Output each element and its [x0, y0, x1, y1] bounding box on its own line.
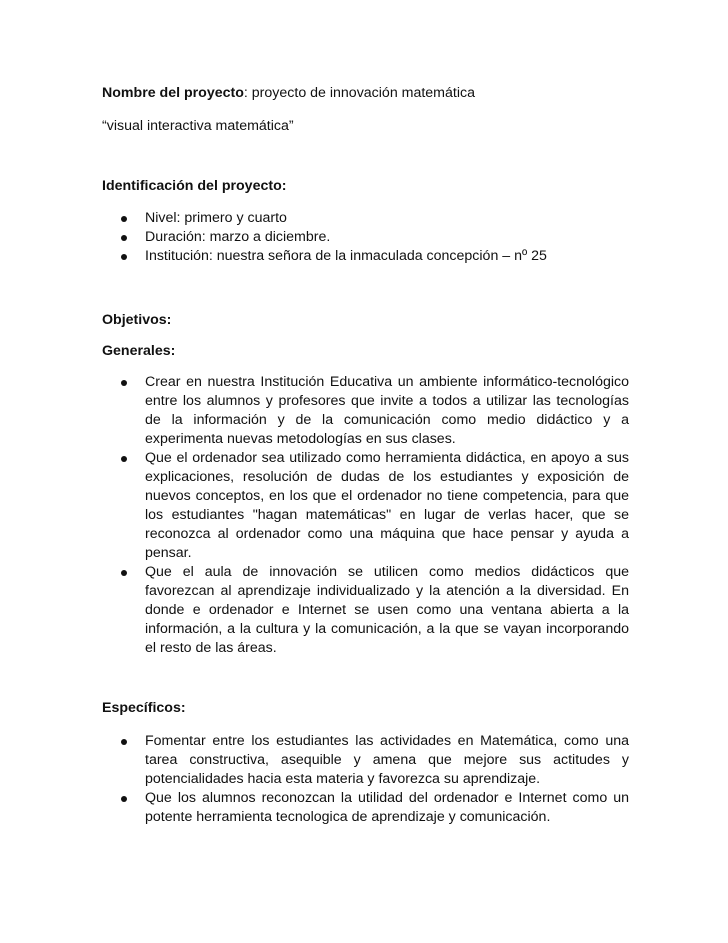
bullet-icon — [121, 796, 127, 802]
list-item-text: Crear en nuestra Institución Educativa un ambiente informático-tecnológico entre los alumnos y profesores que invite a todos a utilizar las tecnologías de la información y de la comunicación como medio didáctico y a experimenta nuevas metodologías en sus clases. — [145, 374, 629, 447]
list-item-text: Institución: nuestra señora de la inmaculada concepción – nº 25 — [145, 248, 547, 264]
list-item-text: Fomentar entre los estudiantes las actividades en Matemática, como una tarea constructiva, asequible y amena que mejore sus actitudes y potencialidades hacia esta materia y favorezca su aprendizaje. — [145, 733, 629, 787]
specific-objectives-list — [102, 732, 629, 827]
project-name-value: : proyecto de innovación matemática — [243, 85, 475, 101]
bullet-icon — [121, 216, 127, 222]
list-item — [102, 228, 629, 247]
bullet-icon — [121, 235, 127, 241]
general-objectives-list — [102, 373, 629, 658]
list-item — [102, 732, 629, 789]
project-subtitle: “visual interactiva matemática” — [102, 118, 294, 134]
list-item-text: Duración: marzo a diciembre. — [145, 229, 331, 245]
bullet-icon — [121, 456, 127, 462]
bullet-icon — [121, 380, 127, 386]
list-item — [102, 209, 629, 228]
list-item — [102, 789, 629, 827]
list-item — [102, 373, 629, 449]
objectives-heading: Objetivos: — [102, 312, 172, 328]
identification-heading: Identificación del proyecto: — [102, 178, 287, 194]
identification-list — [102, 209, 629, 266]
list-item-text: Nivel: primero y cuarto — [145, 210, 287, 226]
list-item — [102, 563, 629, 658]
list-item-text: Que el aula de innovación se utilicen como medios didácticos que favorezcan al aprendizaje individualizado y la atención a la diversidad. En donde e ordenador e Internet se usen como una ventana abierta a la información, a la cultura y la comunicación, a la que se vayan incorporando el resto de las áreas. — [145, 564, 629, 656]
list-item — [102, 247, 629, 266]
project-name-line — [102, 84, 629, 103]
list-item-text: Que el ordenador sea utilizado como herramienta didáctica, en apoyo a sus explicaciones, resolución de dudas de los estudiantes y exposición de nuevos conceptos, en los que el ordenador no tiene competencia, para que los estudiantes "hagan matemáticas" en lugar de verlas hacer, que se reconozca al ordenador como una máquina que hace pensar y ayuda a pensar. — [145, 450, 629, 561]
list-item-text: Que los alumnos reconozcan la utilidad del ordenador e Internet como un potente herramienta tecnologica de aprendizaje y comunicación. — [145, 790, 629, 825]
project-name-label: Nombre del proyecto — [102, 85, 244, 101]
list-item — [102, 449, 629, 563]
bullet-icon — [121, 570, 127, 576]
general-objectives-heading: Generales: — [102, 343, 176, 359]
specific-objectives-heading: Específicos: — [102, 700, 186, 716]
bullet-icon — [121, 254, 127, 260]
bullet-icon — [121, 739, 127, 745]
